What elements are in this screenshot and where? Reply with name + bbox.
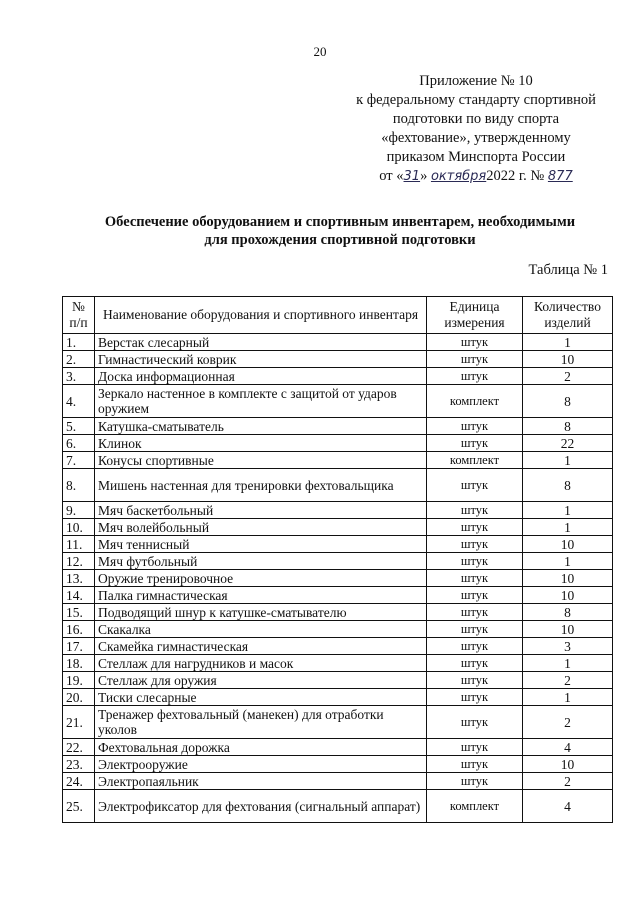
row-number: 8. bbox=[63, 469, 95, 502]
row-number: 20. bbox=[63, 689, 95, 706]
item-name: Верстак слесарный bbox=[95, 334, 427, 351]
inventory-table bbox=[62, 296, 613, 823]
item-quantity: 10 bbox=[523, 621, 613, 638]
header-qty: Количество изделий bbox=[523, 297, 613, 334]
item-quantity: 10 bbox=[523, 570, 613, 587]
item-name: Палка гимнастическая bbox=[95, 587, 427, 604]
table-row bbox=[63, 435, 613, 452]
item-unit: штук bbox=[427, 570, 523, 587]
table-header-row bbox=[63, 297, 613, 334]
row-number: 1. bbox=[63, 334, 95, 351]
row-number: 23. bbox=[63, 756, 95, 773]
item-name: Мяч волейбольный bbox=[95, 519, 427, 536]
item-name: Клинок bbox=[95, 435, 427, 452]
row-number: 2. bbox=[63, 351, 95, 368]
item-unit: штук bbox=[427, 739, 523, 756]
row-number: 25. bbox=[63, 790, 95, 823]
item-quantity: 8 bbox=[523, 418, 613, 435]
item-unit: штук bbox=[427, 351, 523, 368]
appendix-date-line bbox=[340, 167, 612, 186]
row-number: 15. bbox=[63, 604, 95, 621]
table-row bbox=[63, 790, 613, 823]
item-quantity: 10 bbox=[523, 587, 613, 604]
item-quantity: 2 bbox=[523, 706, 613, 739]
item-quantity: 2 bbox=[523, 368, 613, 385]
row-number: 3. bbox=[63, 368, 95, 385]
item-name: Скакалка bbox=[95, 621, 427, 638]
item-name: Гимнастический коврик bbox=[95, 351, 427, 368]
item-quantity: 8 bbox=[523, 385, 613, 418]
item-unit: штук bbox=[427, 587, 523, 604]
item-unit: комплект bbox=[427, 790, 523, 823]
header-unit: Единица измерения bbox=[427, 297, 523, 334]
item-quantity: 1 bbox=[523, 689, 613, 706]
table-row bbox=[63, 418, 613, 435]
item-quantity: 22 bbox=[523, 435, 613, 452]
item-quantity: 10 bbox=[523, 536, 613, 553]
date-prefix: от « bbox=[379, 168, 404, 184]
row-number: 22. bbox=[63, 739, 95, 756]
row-number: 13. bbox=[63, 570, 95, 587]
table-row bbox=[63, 570, 613, 587]
row-number: 12. bbox=[63, 553, 95, 570]
item-name: Электрофиксатор для фехтования (сигнальный аппарат) bbox=[95, 790, 427, 823]
table-row bbox=[63, 368, 613, 385]
item-unit: штук bbox=[427, 435, 523, 452]
item-unit: штук bbox=[427, 502, 523, 519]
row-number: 24. bbox=[63, 773, 95, 790]
item-quantity: 3 bbox=[523, 638, 613, 655]
row-number: 11. bbox=[63, 536, 95, 553]
item-name: Конусы спортивные bbox=[95, 452, 427, 469]
item-name: Тиски слесарные bbox=[95, 689, 427, 706]
item-name: Мяч теннисный bbox=[95, 536, 427, 553]
table-row bbox=[63, 706, 613, 739]
item-quantity: 4 bbox=[523, 739, 613, 756]
item-quantity: 1 bbox=[523, 452, 613, 469]
title-line-2: для прохождения спортивной подготовки bbox=[204, 232, 476, 248]
table-row bbox=[63, 587, 613, 604]
table-row bbox=[63, 638, 613, 655]
row-number: 16. bbox=[63, 621, 95, 638]
table-row bbox=[63, 385, 613, 418]
item-unit: штук bbox=[427, 706, 523, 739]
item-name: Мишень настенная для тренировки фехтовальщика bbox=[95, 469, 427, 502]
table-row bbox=[63, 351, 613, 368]
item-unit: штук bbox=[427, 621, 523, 638]
table-label: Таблица № 1 bbox=[528, 262, 608, 278]
row-number: 6. bbox=[63, 435, 95, 452]
table-row bbox=[63, 452, 613, 469]
item-quantity: 2 bbox=[523, 773, 613, 790]
row-number: 5. bbox=[63, 418, 95, 435]
table-row bbox=[63, 739, 613, 756]
item-unit: штук bbox=[427, 418, 523, 435]
row-number: 19. bbox=[63, 672, 95, 689]
item-unit: штук bbox=[427, 773, 523, 790]
item-quantity: 10 bbox=[523, 351, 613, 368]
item-quantity: 1 bbox=[523, 553, 613, 570]
table-row bbox=[63, 773, 613, 790]
item-name: Скамейка гимнастическая bbox=[95, 638, 427, 655]
handwritten-month: октября bbox=[430, 169, 487, 184]
item-name: Фехтовальная дорожка bbox=[95, 739, 427, 756]
item-name: Стеллаж для нагрудников и масок bbox=[95, 655, 427, 672]
item-unit: штук bbox=[427, 469, 523, 502]
item-name: Мяч футбольный bbox=[95, 553, 427, 570]
date-year: 2022 г. № bbox=[486, 168, 548, 184]
item-name: Стеллаж для оружия bbox=[95, 672, 427, 689]
header-name: Наименование оборудования и спортивного инвентаря bbox=[95, 297, 427, 334]
handwritten-day: 31 bbox=[403, 169, 421, 184]
item-quantity: 10 bbox=[523, 756, 613, 773]
item-unit: штук bbox=[427, 672, 523, 689]
item-name: Тренажер фехтовальный (манекен) для отработки уколов bbox=[95, 706, 427, 739]
item-name: Электрооружие bbox=[95, 756, 427, 773]
title-line-1: Обеспечение оборудованием и спортивным инвентарем, необходимыми bbox=[104, 214, 576, 230]
table-row bbox=[63, 689, 613, 706]
item-unit: штук bbox=[427, 519, 523, 536]
item-unit: комплект bbox=[427, 452, 523, 469]
table-row bbox=[63, 604, 613, 621]
appendix-block bbox=[340, 72, 612, 186]
document-title bbox=[60, 213, 620, 249]
item-name: Катушка-сматыватель bbox=[95, 418, 427, 435]
appendix-line-2: к федеральному стандарту спортивной bbox=[356, 92, 596, 108]
item-unit: штук bbox=[427, 334, 523, 351]
row-number: 4. bbox=[63, 385, 95, 418]
table-body bbox=[63, 334, 613, 823]
table-row bbox=[63, 756, 613, 773]
item-name: Подводящий шнур к катушке-сматывателю bbox=[95, 604, 427, 621]
row-number: 7. bbox=[63, 452, 95, 469]
table-row bbox=[63, 519, 613, 536]
table-row bbox=[63, 553, 613, 570]
item-name: Оружие тренировочное bbox=[95, 570, 427, 587]
row-number: 21. bbox=[63, 706, 95, 739]
item-quantity: 1 bbox=[523, 519, 613, 536]
table-row bbox=[63, 655, 613, 672]
row-number: 17. bbox=[63, 638, 95, 655]
item-name: Электропаяльник bbox=[95, 773, 427, 790]
page-number: 20 bbox=[313, 44, 327, 59]
item-unit: комплект bbox=[427, 385, 523, 418]
appendix-line-3: подготовки по виду спорта bbox=[392, 111, 560, 127]
table-row bbox=[63, 621, 613, 638]
item-quantity: 8 bbox=[523, 469, 613, 502]
item-name: Доска информационная bbox=[95, 368, 427, 385]
item-quantity: 1 bbox=[523, 334, 613, 351]
item-unit: штук bbox=[427, 756, 523, 773]
date-mid: » bbox=[420, 168, 431, 184]
table-row bbox=[63, 672, 613, 689]
item-unit: штук bbox=[427, 368, 523, 385]
item-quantity: 2 bbox=[523, 672, 613, 689]
item-quantity: 4 bbox=[523, 790, 613, 823]
appendix-line-1: Приложение № 10 bbox=[419, 73, 533, 89]
item-quantity: 8 bbox=[523, 604, 613, 621]
item-unit: штук bbox=[427, 638, 523, 655]
appendix-line-5: приказом Минспорта России bbox=[386, 149, 566, 165]
item-unit: штук bbox=[427, 689, 523, 706]
item-unit: штук bbox=[427, 553, 523, 570]
table-row bbox=[63, 536, 613, 553]
handwritten-order-number: 877 bbox=[547, 169, 573, 184]
item-quantity: 1 bbox=[523, 502, 613, 519]
row-number: 18. bbox=[63, 655, 95, 672]
item-quantity: 1 bbox=[523, 655, 613, 672]
header-num: № п/п bbox=[63, 297, 95, 334]
row-number: 10. bbox=[63, 519, 95, 536]
item-name: Зеркало настенное в комплекте с защитой от ударов оружием bbox=[95, 385, 427, 418]
item-name: Мяч баскетбольный bbox=[95, 502, 427, 519]
table-row bbox=[63, 469, 613, 502]
row-number: 14. bbox=[63, 587, 95, 604]
row-number: 9. bbox=[63, 502, 95, 519]
item-unit: штук bbox=[427, 604, 523, 621]
appendix-line-4: «фехтование», утвержденному bbox=[381, 130, 571, 146]
item-unit: штук bbox=[427, 536, 523, 553]
table-row bbox=[63, 502, 613, 519]
item-unit: штук bbox=[427, 655, 523, 672]
table-row bbox=[63, 334, 613, 351]
